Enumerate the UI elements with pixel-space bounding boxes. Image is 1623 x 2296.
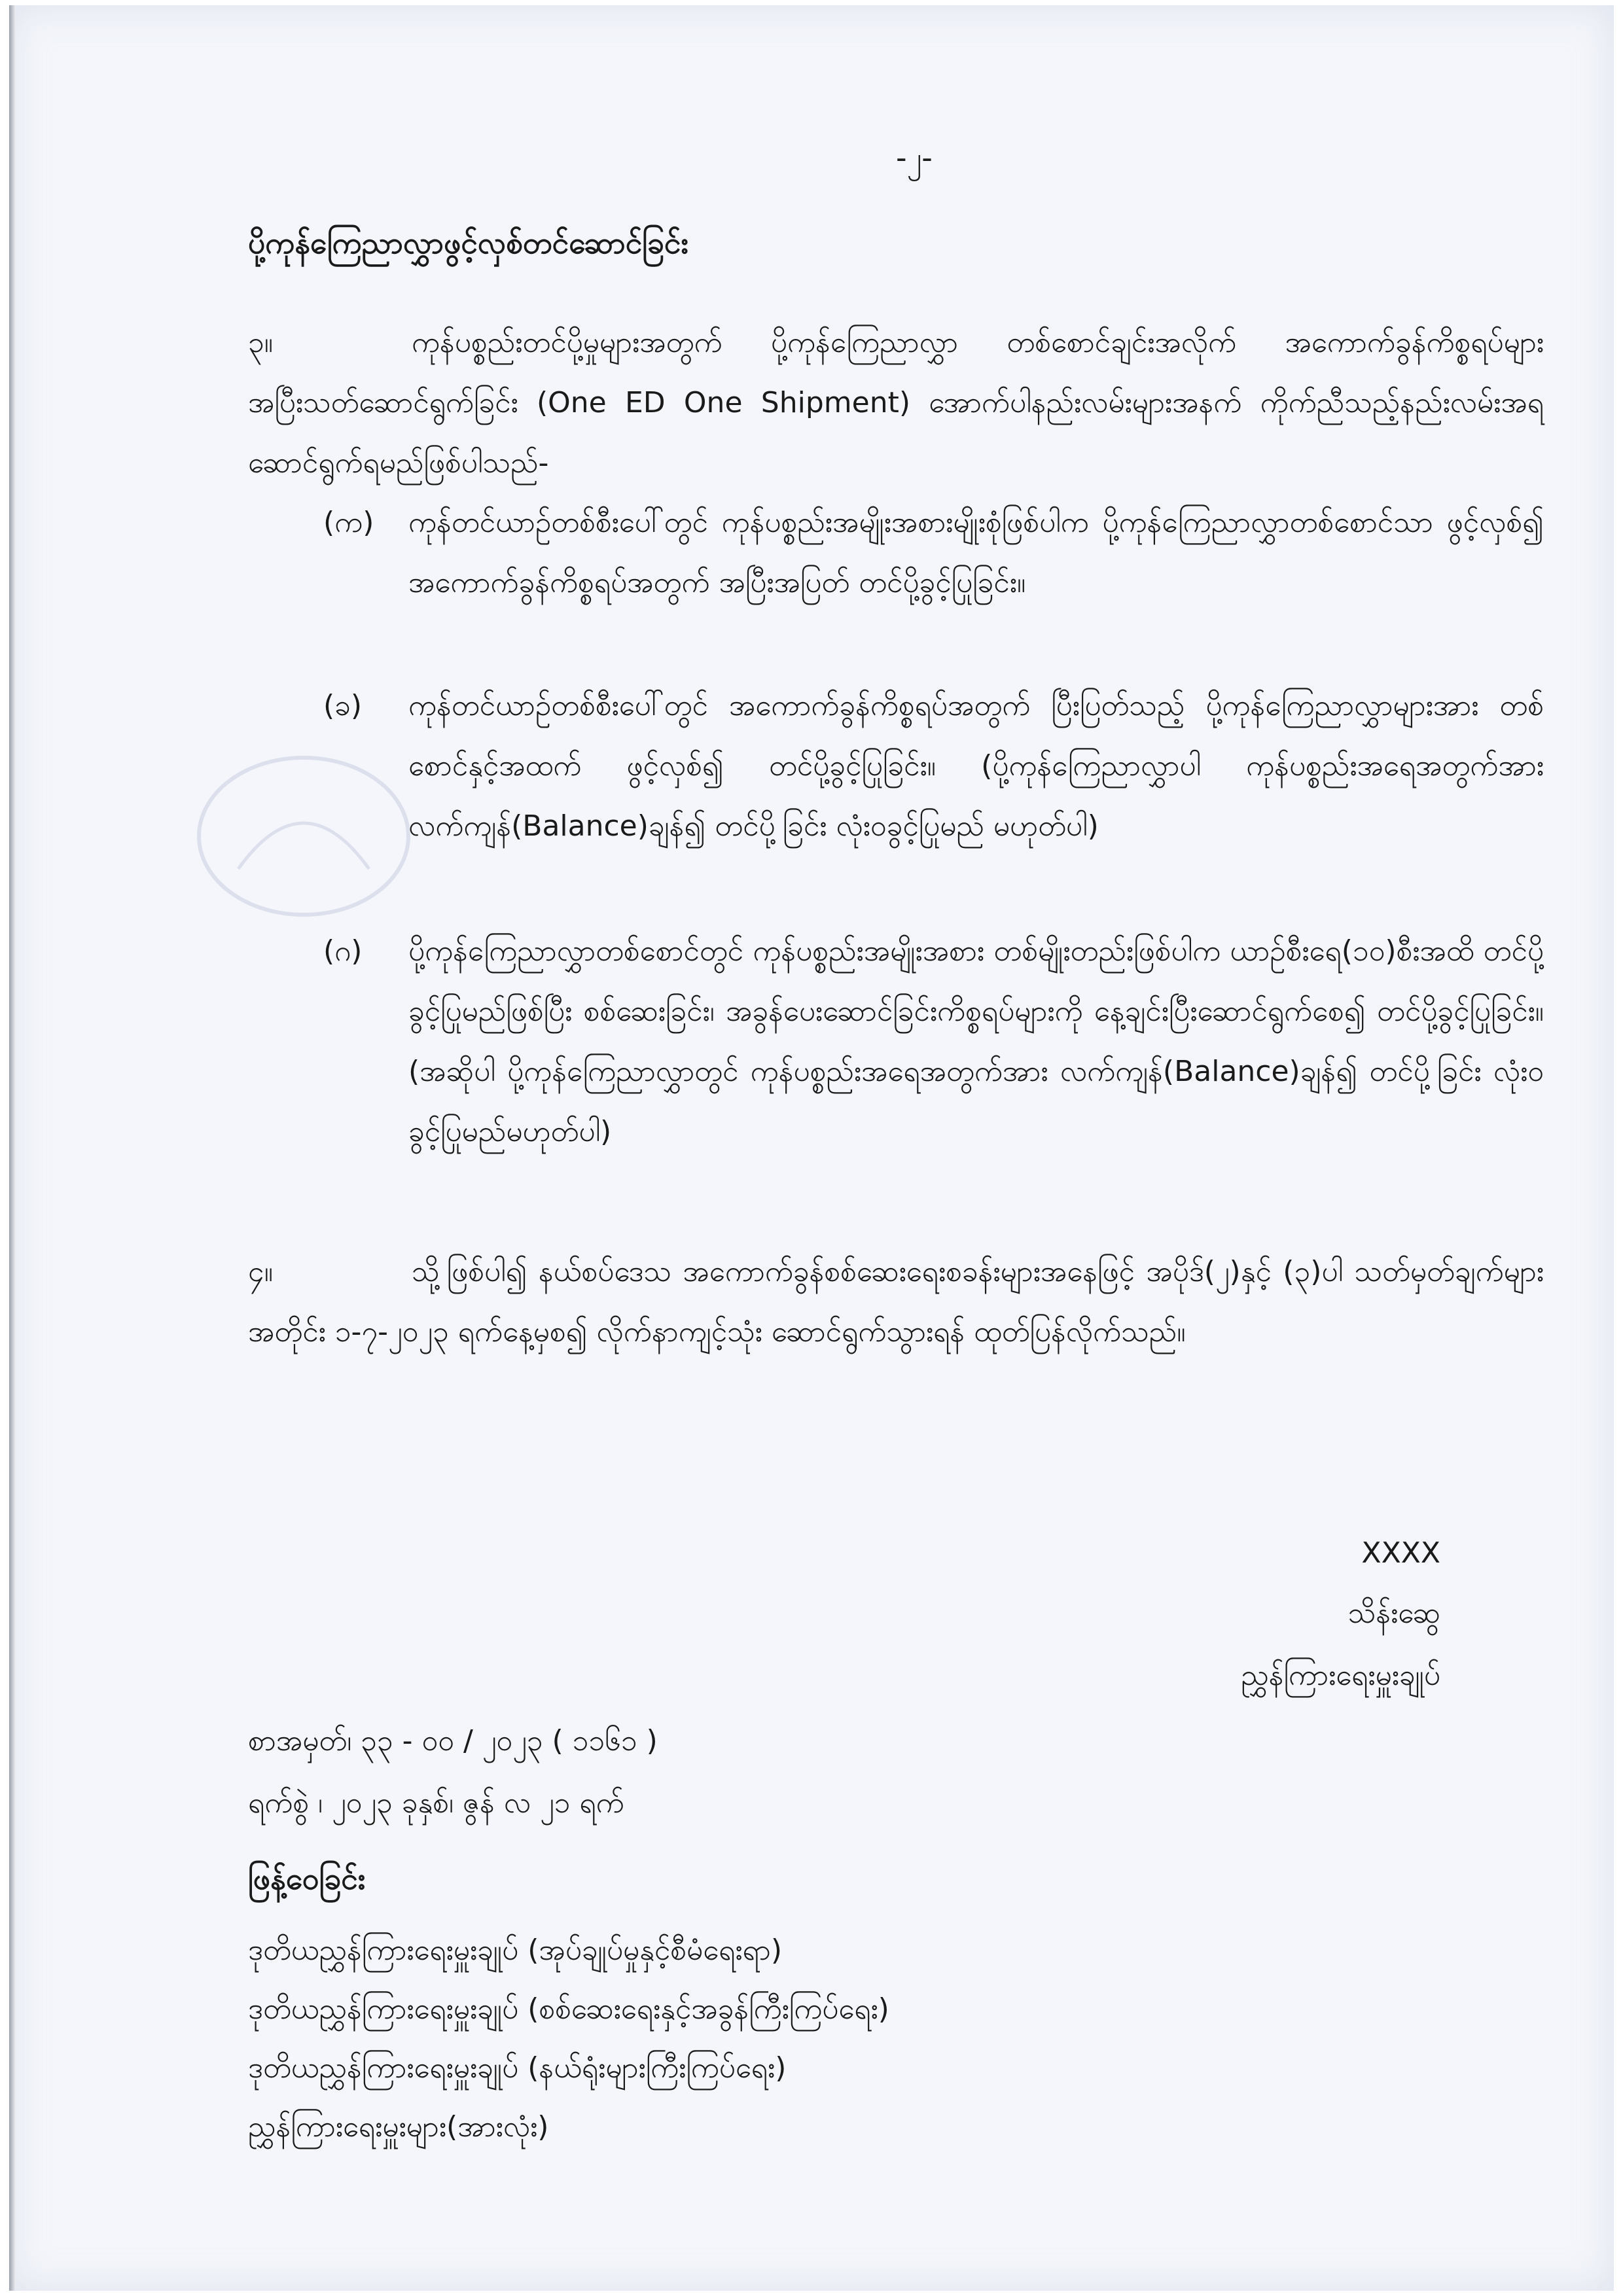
signatory-name: သိန်းဆွေ <box>1347 1597 1440 1630</box>
paragraph-text: သို့ဖြစ်ပါ၍ နယ်စပ်ဒေသ အကောက်ခွန်စစ်ဆေးရေးစခန်းများအနေဖြင့် အပိုဒ်(၂)နှင့် (၃)ပါ သတ်မှတ်ချက်များအတိုင်း ၁-၇-၂၀၂၃ ရက်နေ့မှစ၍ လိုက်နာကျင့်သုံး ဆောင်ရွက်သွားရန် ထုတ်ပြန်လိုက်သည်။ <box>248 1255 1544 1349</box>
list-item <box>323 921 1544 1162</box>
list-item-label: (က) <box>323 506 374 539</box>
signature-code: XXXX <box>1361 1536 1440 1570</box>
signatory-title: ညွှန်ကြားရေးမှူးချုပ် <box>1241 1659 1440 1692</box>
paragraph-text: ကုန်ပစ္စည်းတင်ပို့မှုများအတွက် ပို့ကုန်ကြေညာလွှာ တစ်စောင်ချင်းအလိုက် အကောက်ခွန်ကိစ္စရပ်များ အပြီးသတ်ဆောင်ရွက်ခြင်း (One ED One Shipment) အောက်ပါနည်းလမ်းများအနက် ကိုက်ညီသည့်နည်းလမ်းအရ ဆောင်ရွက်ရမည်ဖြစ်ပါသည်- <box>248 326 1544 480</box>
list-item-label: (ခ) <box>323 689 363 722</box>
reference-number: စာအမှတ်၊ ၃၃ - ၀၀ / ၂၀၂၃ ( ၁၁၆၁ ) <box>248 1724 658 1757</box>
faint-stamp-mark <box>186 738 421 934</box>
section-heading: ပို့ကုန်ကြေညာလွှာဖွင့်လှစ်တင်ဆောင်ခြင်း <box>248 225 689 260</box>
document-page <box>9 5 1614 2291</box>
list-item-text: ကုန်တင်ယာဉ်တစ်စီးပေါ်တွင် ကုန်ပစ္စည်းအမျိုးအစားမျိုးစုံဖြစ်ပါက ပို့ကုန်ကြေညာလွှာတစ်စောင်သာ ဖွင့်လှစ်၍ အကောက်ခွန်ကိစ္စရပ်အတွက် အပြီးအပြတ် တင်ပို့ခွင့်ပြုခြင်း။ <box>408 506 1544 599</box>
paragraph-3 <box>248 313 1544 493</box>
page-number: -၂- <box>896 140 933 175</box>
paragraph-number: ၄။ <box>248 1255 274 1288</box>
distribution-item: ဒုတိယညွှန်ကြားရေးမှူးချုပ် (အုပ်ချုပ်မှုနှင့်စီမံရေးရာ) <box>248 1934 783 1967</box>
list-item-label: (ဂ) <box>323 934 363 968</box>
reference-date: ရက်စွဲ ၊ ၂၀၂၃ ခုနှစ်၊ ဇွန် လ ၂၁ ရက် <box>248 1786 624 1820</box>
list-item-text: ပို့ကုန်ကြေညာလွှာတစ်စောင်တွင် ကုန်ပစ္စည်းအမျိုးအစား တစ်မျိုးတည်းဖြစ်ပါက ယာဉ်စီးရေ(၁၀)စီးအထိ တင်ပို့ခွင့်ပြုမည်ဖြစ်ပြီး စစ်ဆေးခြင်း၊ အခွန်ပေးဆောင်ခြင်းကိစ္စရပ်များကို နေ့ချင်းပြီးဆောင်ရွက်စေ၍ တင်ပို့ခွင့်ပြုခြင်း။ (အဆိုပါ ပို့ကုန်ကြေညာလွှာတွင် ကုန်ပစ္စည်းအရေအတွက်အား လက်ကျန်(Balance)ချန်၍ တင်ပို့ခြင်း လုံးဝခွင့်ပြုမည်မဟုတ်ပါ) <box>408 934 1544 1148</box>
list-item-text: ကုန်တင်ယာဉ်တစ်စီးပေါ်တွင် အကောက်ခွန်ကိစ္စရပ်အတွက် ပြီးပြတ်သည့် ပို့ကုန်ကြေညာလွှာများအား တစ်စောင်နှင့်အထက် ဖွင့်လှစ်၍ တင်ပို့ခွင့်ပြုခြင်း။ (ပို့ကုန်ကြေညာလွှာပါ ကုန်ပစ္စည်းအရေအတွက်အား လက်ကျန်(Balance)ချန်၍ တင်ပို့ခြင်း လုံးဝခွင့်ပြုမည် မဟုတ်ပါ) <box>408 689 1544 843</box>
paragraph-number: ၃။ <box>248 326 274 359</box>
distribution-item: ညွှန်ကြားရေးမှူးများ(အားလုံး) <box>248 2110 549 2144</box>
distribution-item: ဒုတိယညွှန်ကြားရေးမှူးချုပ် (နယ်ရုံးများကြီးကြပ်ရေး) <box>248 2051 787 2085</box>
distribution-heading: ဖြန့်ဝေခြင်း <box>248 1861 366 1896</box>
paragraph-4 <box>248 1242 1544 1362</box>
distribution-item: ဒုတိယညွှန်ကြားရေးမှူးချုပ် (စစ်ဆေးရေးနှင့်အခွန်ကြီးကြပ်ရေး) <box>248 1992 889 2026</box>
list-item <box>323 676 1544 857</box>
list-item <box>323 493 1544 613</box>
